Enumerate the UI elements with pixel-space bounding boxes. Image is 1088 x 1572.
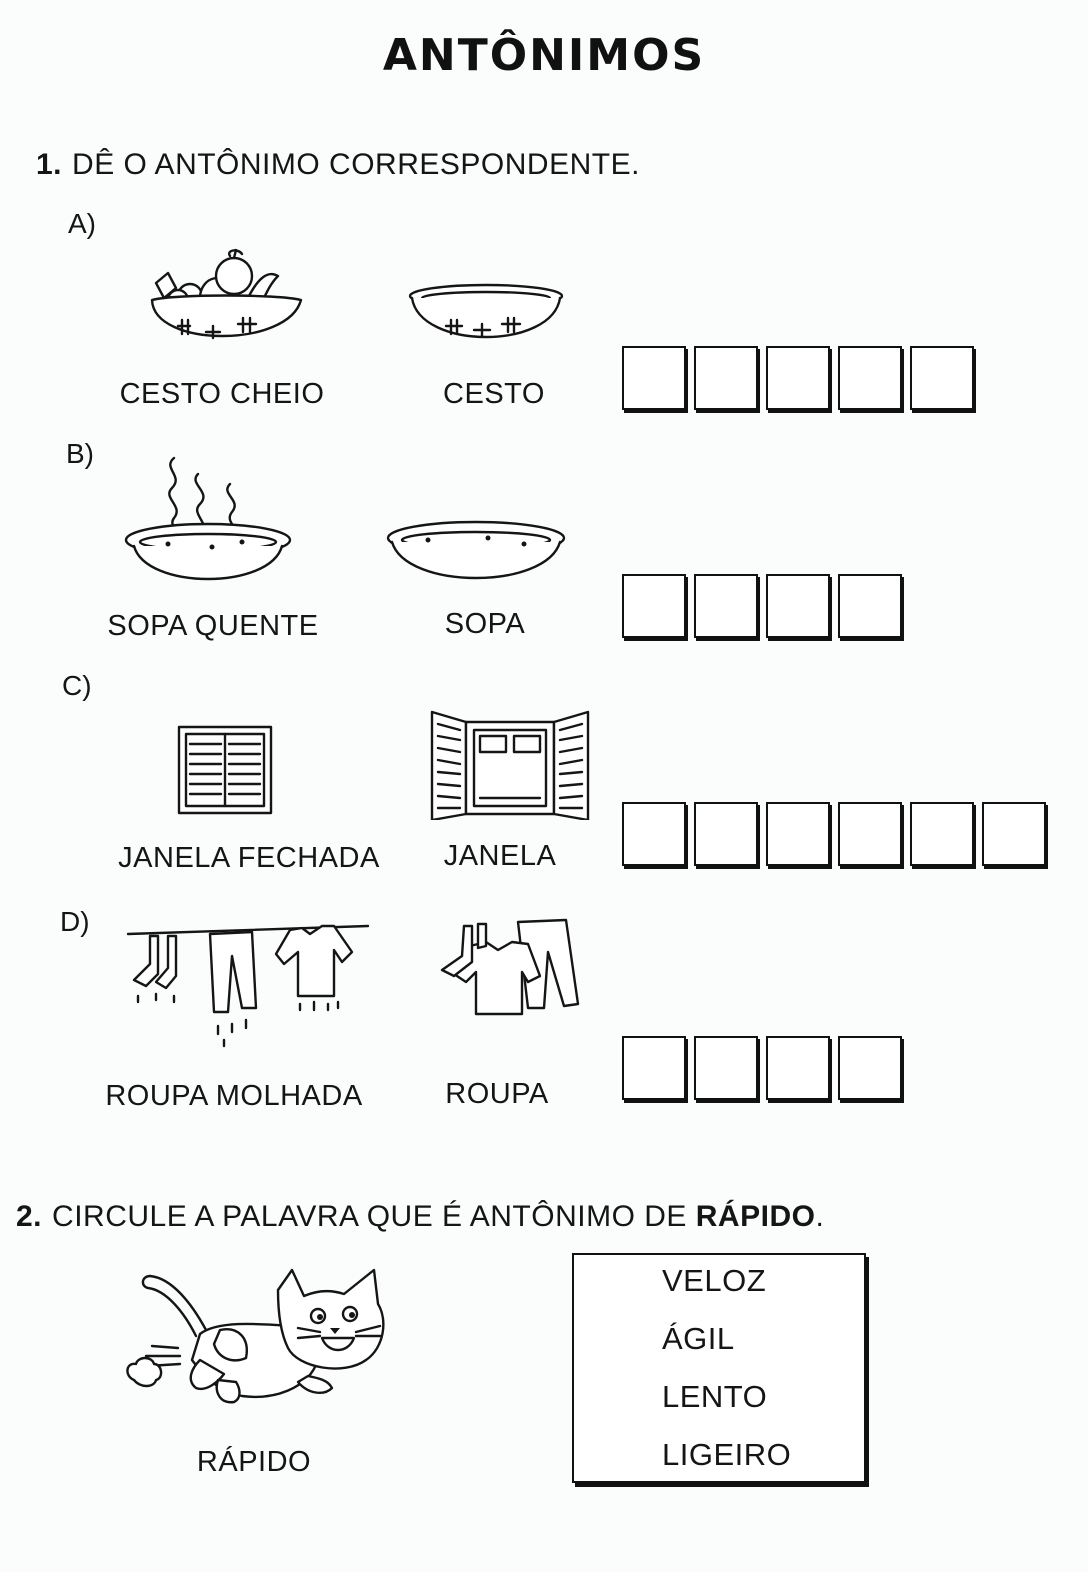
answer-box[interactable] bbox=[694, 346, 758, 410]
empty-basket-icon bbox=[406, 280, 566, 352]
item-b-letter: B) bbox=[66, 438, 94, 469]
answer-box[interactable] bbox=[838, 574, 902, 638]
item-d-right-caption: ROUPA bbox=[445, 1078, 549, 1110]
question-2-keyword: RÁPIDO bbox=[695, 1200, 816, 1233]
item-b-left-caption: SOPA QUENTE bbox=[107, 610, 319, 642]
answer-box[interactable] bbox=[982, 802, 1046, 866]
answer-box[interactable] bbox=[766, 802, 830, 866]
running-cat-icon bbox=[122, 1264, 388, 1418]
item-c-right-caption: JANELA bbox=[443, 840, 557, 872]
answer-box[interactable] bbox=[838, 1036, 902, 1100]
answer-box[interactable] bbox=[766, 1036, 830, 1100]
answer-box[interactable] bbox=[910, 802, 974, 866]
question-2-period: . bbox=[815, 1200, 825, 1233]
question-1-text: DÊ O ANTÔNIMO CORRESPONDENTE. bbox=[72, 148, 640, 181]
answer-box[interactable] bbox=[694, 1036, 758, 1100]
answer-box[interactable] bbox=[622, 802, 686, 866]
answer-box[interactable] bbox=[838, 346, 902, 410]
answer-box[interactable] bbox=[910, 346, 974, 410]
item-b-right-caption: SOPA bbox=[444, 608, 526, 640]
answer-box[interactable] bbox=[694, 802, 758, 866]
item-a-left-caption: CESTO CHEIO bbox=[119, 378, 325, 410]
closed-window-icon bbox=[176, 724, 274, 816]
item-c-answer-boxes[interactable] bbox=[622, 802, 1046, 866]
item-d-letter: D) bbox=[60, 906, 90, 937]
answer-box[interactable] bbox=[694, 574, 758, 638]
item-b-answer-boxes[interactable] bbox=[622, 574, 902, 638]
full-fruit-basket-icon bbox=[138, 248, 308, 363]
option-ligeiro[interactable]: LIGEIRO bbox=[662, 1437, 792, 1472]
soup-bowl-icon bbox=[384, 512, 568, 584]
item-c-left-caption: JANELA FECHADA bbox=[118, 842, 380, 874]
question-1-heading bbox=[36, 148, 640, 182]
question-1-number: 1. bbox=[36, 148, 63, 181]
item-a-right-caption: CESTO bbox=[443, 378, 545, 410]
item-d-answer-boxes[interactable] bbox=[622, 1036, 902, 1100]
answer-box[interactable] bbox=[766, 346, 830, 410]
question-2-number: 2. bbox=[16, 1200, 43, 1233]
question-2-caption: RÁPIDO bbox=[196, 1446, 312, 1478]
question-2-text: CIRCULE A PALAVRA QUE É ANTÔNIMO DE bbox=[52, 1200, 696, 1233]
question-2-heading bbox=[16, 1200, 824, 1234]
item-c-letter: C) bbox=[62, 670, 92, 701]
answer-box[interactable] bbox=[622, 1036, 686, 1100]
answer-box[interactable] bbox=[622, 346, 686, 410]
dry-clothes-icon bbox=[436, 916, 586, 1020]
item-a-letter: A) bbox=[68, 208, 96, 239]
wet-clothes-line-icon bbox=[124, 916, 372, 1052]
options-box bbox=[572, 1253, 866, 1483]
answer-box[interactable] bbox=[838, 802, 902, 866]
option-agil[interactable]: ÁGIL bbox=[662, 1321, 735, 1356]
item-d-left-caption: ROUPA MOLHADA bbox=[105, 1080, 363, 1112]
item-a-answer-boxes[interactable] bbox=[622, 346, 974, 410]
option-veloz[interactable]: VELOZ bbox=[662, 1263, 767, 1298]
hot-soup-bowl-icon bbox=[122, 452, 294, 588]
page-title: ANTÔNIMOS bbox=[382, 30, 706, 81]
answer-box[interactable] bbox=[766, 574, 830, 638]
option-lento[interactable]: LENTO bbox=[662, 1379, 768, 1414]
open-window-icon bbox=[428, 708, 592, 820]
answer-box[interactable] bbox=[622, 574, 686, 638]
